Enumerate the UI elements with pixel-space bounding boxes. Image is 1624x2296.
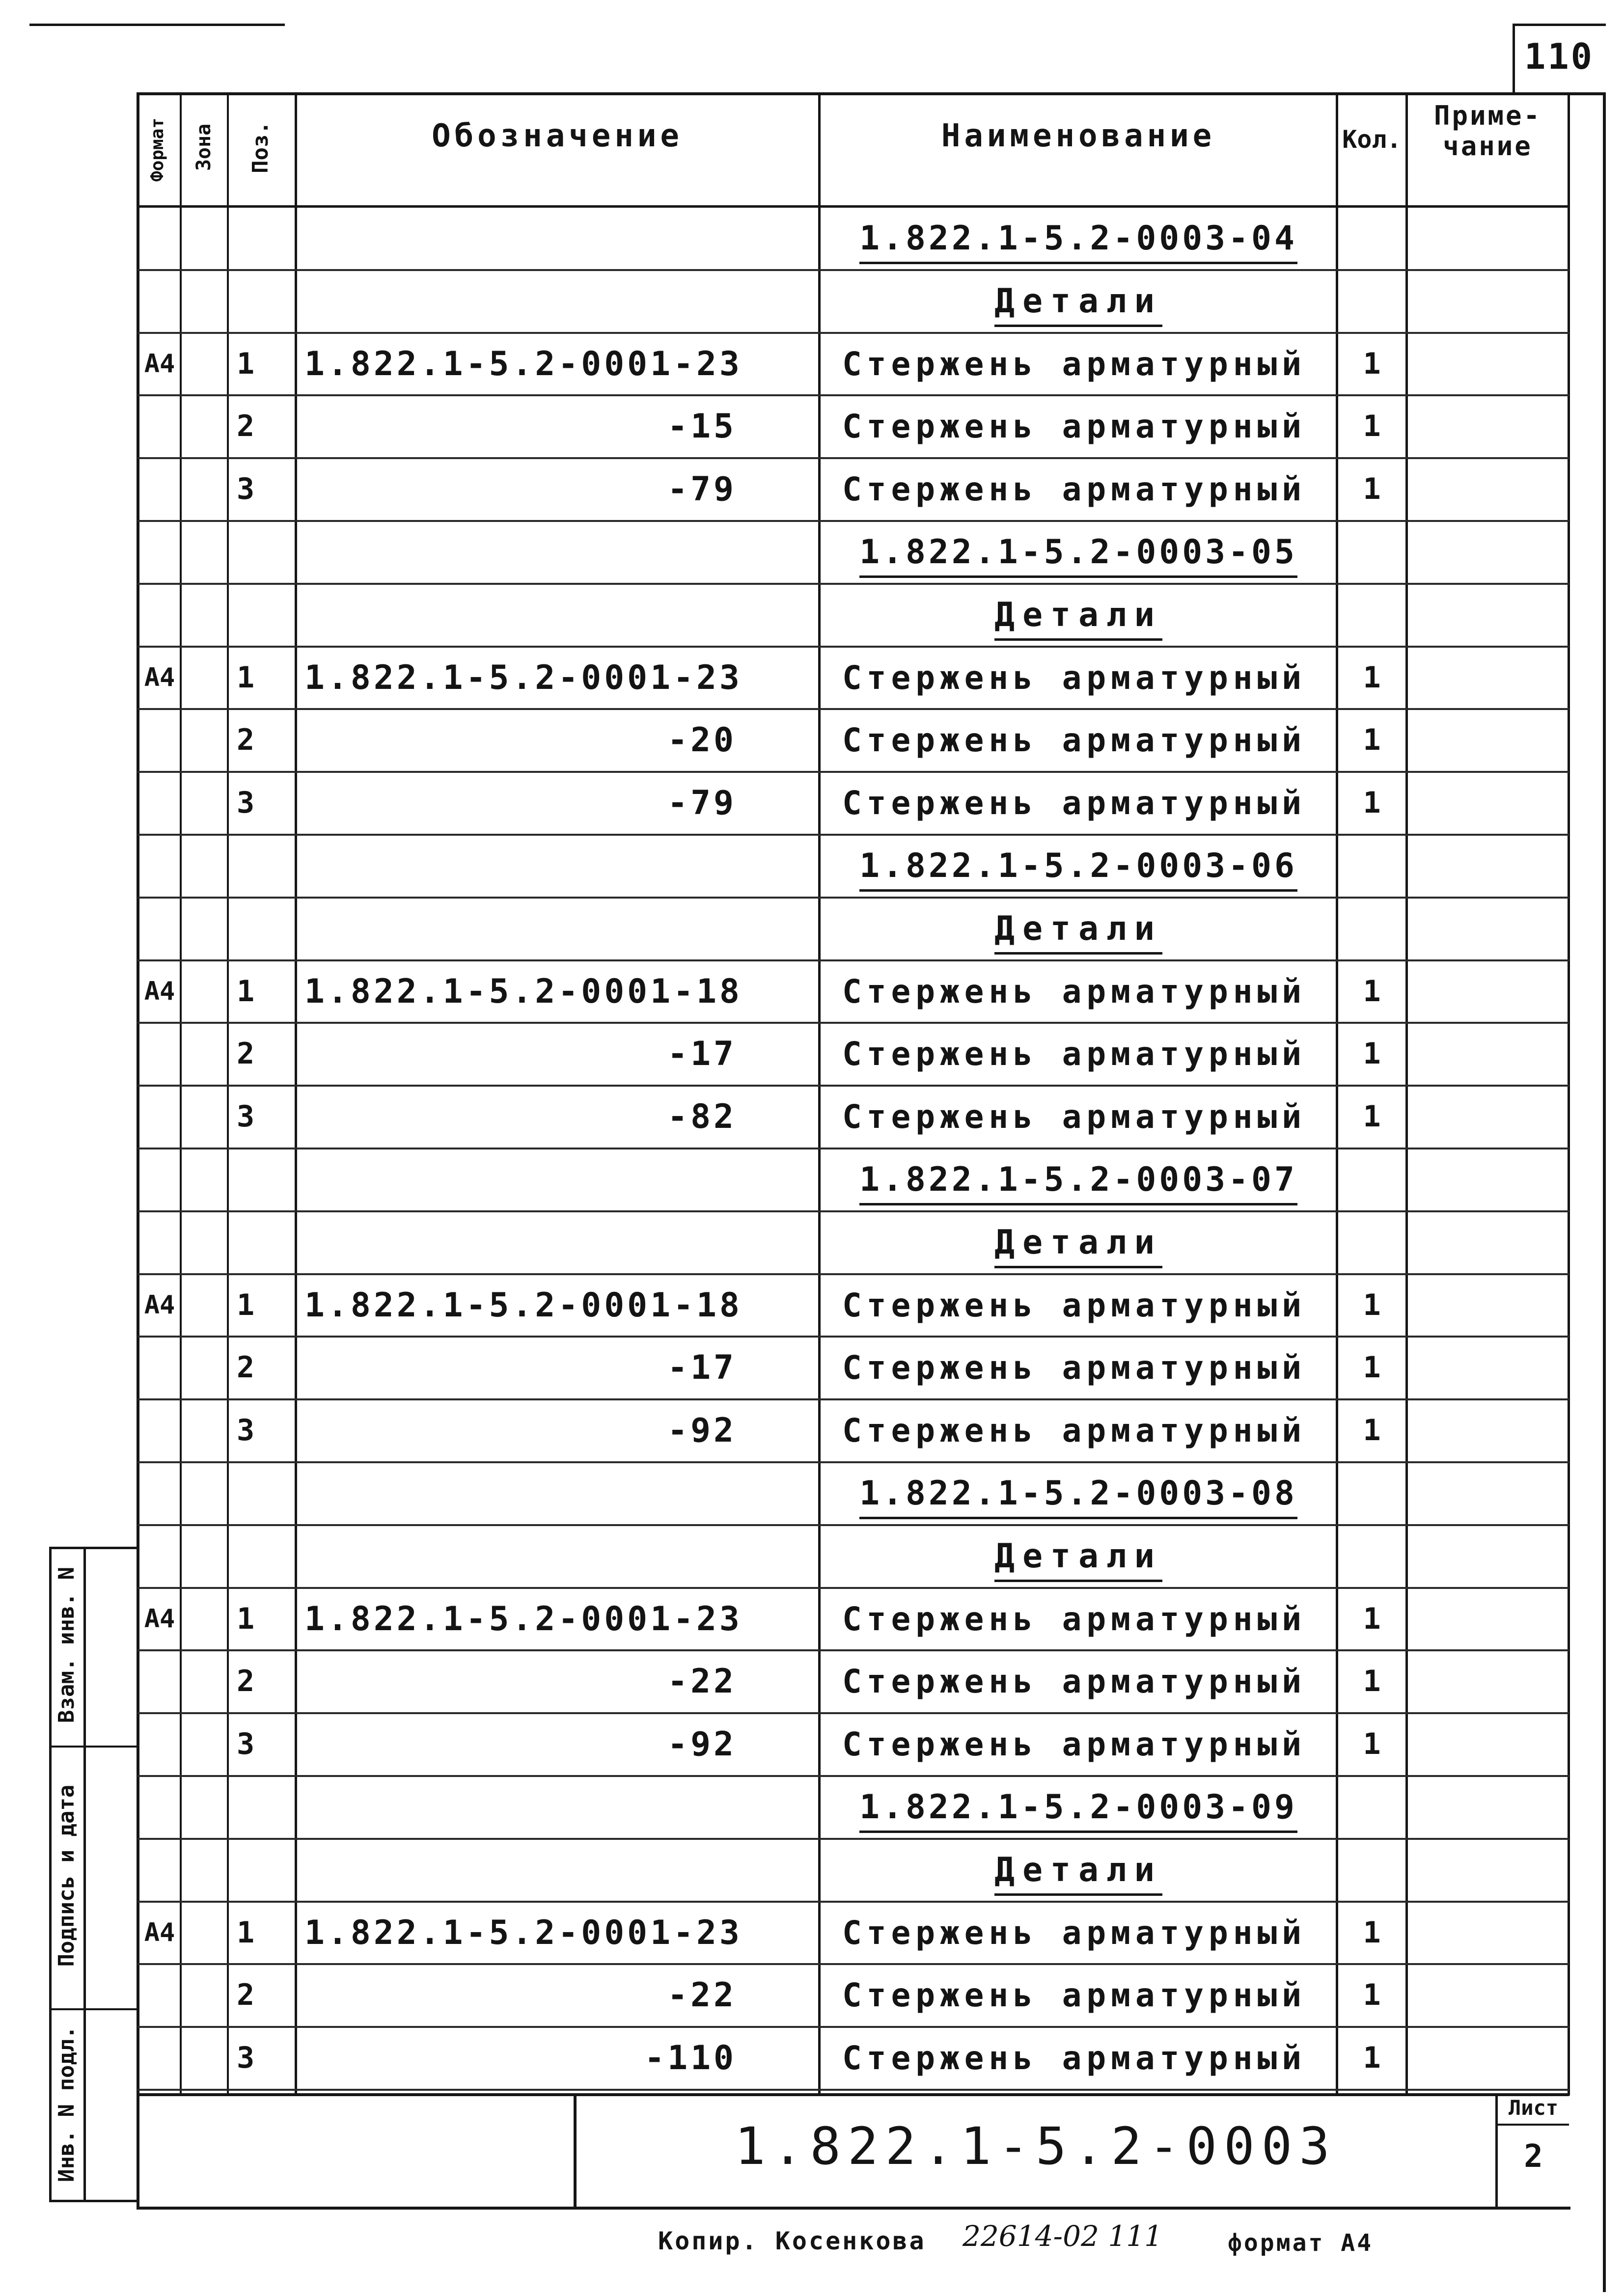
frame-top — [138, 92, 1606, 95]
col-line-pos — [295, 92, 297, 2093]
designation-cell: -20 — [667, 721, 737, 760]
designation-cell — [304, 270, 737, 332]
designation-cell — [304, 1776, 737, 1838]
sheet-label: Лист — [1508, 2096, 1559, 2120]
position-cell: 2 — [236, 1664, 255, 1698]
section-title-text: Детали — [994, 1537, 1162, 1582]
position-cell: 3 — [236, 786, 255, 820]
format-cell: А4 — [144, 663, 175, 692]
position-cell — [231, 835, 260, 897]
title-block-top — [138, 2093, 1569, 2096]
section-title-text: Детали — [994, 282, 1162, 327]
quantity-cell — [1338, 270, 1405, 332]
format-cell — [139, 395, 180, 458]
format-cell — [139, 1462, 180, 1525]
sheet-number: 2 — [1524, 2138, 1543, 2175]
format-cell — [139, 1211, 180, 1274]
format-cell — [139, 1086, 180, 1148]
designation-cell — [304, 898, 737, 960]
designation-cell: -22 — [667, 1976, 737, 2015]
position-cell — [231, 1148, 260, 1211]
quantity-cell — [1338, 1211, 1405, 1274]
format-cell: А4 — [144, 977, 175, 1006]
position-cell: 3 — [236, 1099, 255, 1134]
header-name: Наименование — [941, 118, 1216, 154]
format-cell — [139, 772, 180, 834]
stamp-mid-line — [83, 1547, 86, 2202]
quantity-cell: 1 — [1363, 974, 1381, 1009]
position-cell: 3 — [236, 2041, 255, 2075]
footer-handwritten-number: 22614-02 111 — [963, 2219, 1163, 2253]
quantity-cell: 1 — [1363, 1037, 1381, 1071]
designation-cell: -92 — [667, 1725, 737, 1764]
section-title — [821, 898, 1336, 960]
name-cell: Стержень арматурный — [842, 470, 1306, 508]
designation-cell — [304, 1839, 737, 1901]
stamp-left-line — [49, 1547, 52, 2202]
quantity-cell: 1 — [1363, 472, 1381, 506]
assembly-designation-text: 1.822.1-5.2-0003-04 — [859, 219, 1297, 264]
format-cell: А4 — [144, 1918, 175, 1947]
quantity-cell — [1338, 584, 1405, 646]
stamp-sep-1 — [49, 1746, 138, 1748]
position-cell: 2 — [236, 409, 255, 443]
position-cell — [231, 1525, 260, 1587]
col-line-format — [180, 92, 182, 2093]
quantity-cell — [1338, 207, 1405, 270]
assembly-designation — [821, 1462, 1336, 1525]
position-cell — [231, 898, 260, 960]
format-cell — [139, 1023, 180, 1085]
position-cell: 1 — [236, 347, 255, 381]
format-cell — [139, 1399, 180, 1462]
stamp-signature-date: Подпись и дата — [54, 1784, 79, 1967]
col-line-zone — [227, 92, 229, 2093]
section-title — [821, 270, 1336, 332]
stamp-original-inv: Инв. N подл. — [54, 2026, 79, 2182]
section-title-text: Детали — [994, 1223, 1162, 1268]
quantity-cell: 1 — [1363, 1602, 1381, 1636]
format-cell: А4 — [144, 1604, 175, 1634]
quantity-cell: 1 — [1363, 409, 1381, 443]
section-title — [821, 1211, 1336, 1274]
format-cell — [139, 1839, 180, 1901]
designation-cell: 1.822.1-5.2-0001-23 — [304, 1913, 743, 1952]
assembly-designation-text: 1.822.1-5.2-0003-09 — [859, 1788, 1297, 1833]
format-cell — [139, 2027, 180, 2089]
quantity-cell — [1338, 1525, 1405, 1587]
designation-cell — [304, 584, 737, 646]
designation-cell — [304, 1525, 737, 1587]
position-cell: 3 — [236, 472, 255, 506]
footer-format: формат А4 — [1228, 2229, 1374, 2257]
assembly-designation-text: 1.822.1-5.2-0003-06 — [859, 847, 1297, 892]
position-cell: 3 — [236, 1727, 255, 1761]
header-designation: Обозначение — [432, 118, 683, 154]
designation-cell: -110 — [644, 2039, 737, 2077]
designation-cell: -79 — [667, 470, 737, 509]
name-cell: Стержень арматурный — [842, 1725, 1306, 1763]
position-cell: 2 — [236, 1978, 255, 2012]
name-cell: Стержень арматурный — [842, 1976, 1306, 2014]
name-cell: Стержень арматурный — [842, 1663, 1306, 1700]
format-cell — [139, 521, 180, 583]
position-cell — [231, 1462, 260, 1525]
position-cell — [231, 1776, 260, 1838]
format-cell — [139, 1148, 180, 1211]
position-cell — [231, 270, 260, 332]
designation-cell: 1.822.1-5.2-0001-18 — [304, 1286, 743, 1325]
format-cell — [139, 207, 180, 270]
header-pos: Поз. — [248, 121, 273, 173]
header-note: Приме- чание — [1433, 100, 1542, 162]
name-cell: Стержень арматурный — [842, 1286, 1306, 1324]
quantity-cell: 1 — [1363, 660, 1381, 695]
position-cell — [231, 1211, 260, 1274]
quantity-cell — [1338, 1776, 1405, 1838]
document-code: 1.822.1-5.2-0003 — [735, 2116, 1337, 2176]
position-cell: 3 — [236, 1413, 255, 1448]
assembly-designation — [821, 207, 1336, 270]
designation-cell: 1.822.1-5.2-0001-18 — [304, 972, 743, 1011]
name-cell: Стержень арматурный — [842, 2039, 1306, 2077]
position-cell — [231, 207, 260, 270]
name-cell: Стержень арматурный — [842, 1600, 1306, 1638]
name-cell: Стержень арматурный — [842, 1035, 1306, 1073]
designation-cell — [304, 1148, 737, 1211]
name-cell: Стержень арматурный — [842, 659, 1306, 697]
top-edge-line — [29, 24, 285, 26]
designation-cell: 1.822.1-5.2-0001-23 — [304, 658, 743, 697]
quantity-cell: 1 — [1363, 1978, 1381, 2012]
position-cell: 2 — [236, 1350, 255, 1385]
col-line-qty — [1405, 92, 1408, 2093]
position-cell: 1 — [236, 1602, 255, 1636]
name-cell: Стержень арматурный — [842, 408, 1306, 445]
format-cell — [139, 1525, 180, 1587]
format-cell — [139, 1713, 180, 1776]
header-format: Формат — [147, 117, 167, 182]
designation-cell — [304, 207, 737, 270]
name-cell: Стержень арматурный — [842, 1098, 1306, 1136]
assembly-designation-text: 1.822.1-5.2-0003-05 — [859, 533, 1297, 578]
quantity-cell — [1338, 898, 1405, 960]
section-title-text: Детали — [994, 596, 1162, 641]
designation-cell: -79 — [667, 784, 737, 822]
name-cell: Стержень арматурный — [842, 1914, 1306, 1952]
sheet-cell-sep — [1495, 2124, 1569, 2126]
format-cell — [139, 835, 180, 897]
quantity-cell: 1 — [1363, 1727, 1381, 1761]
assembly-designation — [821, 835, 1336, 897]
format-cell — [139, 898, 180, 960]
frame-right — [1603, 92, 1606, 2292]
assembly-designation — [821, 1776, 1336, 1838]
stamp-bottom-line — [49, 2200, 138, 2202]
section-title-text: Детали — [994, 909, 1162, 955]
section-title — [821, 1525, 1336, 1587]
position-cell: 2 — [236, 1037, 255, 1071]
quantity-cell — [1338, 1148, 1405, 1211]
sheet-box-top — [1513, 24, 1606, 26]
format-cell: А4 — [144, 1290, 175, 1320]
section-title — [821, 1839, 1336, 1901]
quantity-cell — [1338, 1839, 1405, 1901]
designation-cell — [304, 1211, 737, 1274]
position-cell — [231, 521, 260, 583]
position-cell — [231, 1839, 260, 1901]
name-cell: Стержень арматурный — [842, 1349, 1306, 1387]
section-title-text: Детали — [994, 1851, 1162, 1896]
header-zone: Зона — [193, 123, 215, 171]
format-cell — [139, 1337, 180, 1399]
quantity-cell — [1338, 835, 1405, 897]
position-cell: 1 — [236, 974, 255, 1009]
assembly-designation-text: 1.822.1-5.2-0003-07 — [859, 1160, 1297, 1205]
position-cell: 1 — [236, 660, 255, 695]
stamp-replaced-inv: Взам. инв. N — [54, 1567, 79, 1723]
quantity-cell: 1 — [1363, 1350, 1381, 1385]
header-qty: Кол. — [1342, 125, 1402, 154]
designation-cell: -17 — [667, 1348, 737, 1387]
name-cell: Стержень арматурный — [842, 345, 1306, 383]
quantity-cell: 1 — [1363, 347, 1381, 381]
name-cell: Стержень арматурный — [842, 721, 1306, 759]
assembly-designation — [821, 521, 1336, 583]
frame-bottom — [137, 2207, 1570, 2210]
designation-cell: 1.822.1-5.2-0001-23 — [304, 345, 743, 383]
position-cell: 2 — [236, 723, 255, 757]
designation-cell — [304, 835, 737, 897]
designation-cell: -17 — [667, 1035, 737, 1073]
format-cell — [139, 709, 180, 771]
format-cell — [139, 1776, 180, 1838]
quantity-cell — [1338, 521, 1405, 583]
designation-cell: -92 — [667, 1411, 737, 1450]
designation-cell — [304, 1462, 737, 1525]
quantity-cell: 1 — [1363, 723, 1381, 757]
stamp-top-line — [49, 1547, 138, 1549]
top-sheet-number: 110 — [1524, 36, 1595, 77]
quantity-cell: 1 — [1363, 1099, 1381, 1134]
sheet-box-left — [1513, 24, 1515, 92]
quantity-cell: 1 — [1363, 1915, 1381, 1950]
inner-right-line — [1568, 92, 1570, 2096]
assembly-designation — [821, 1148, 1336, 1211]
designation-cell: 1.822.1-5.2-0001-23 — [304, 1600, 743, 1639]
format-cell — [139, 270, 180, 332]
quantity-cell — [1338, 1462, 1405, 1525]
designation-cell: -82 — [667, 1097, 737, 1136]
name-cell: Стержень арматурный — [842, 973, 1306, 1011]
format-cell — [139, 1650, 180, 1713]
assembly-designation-text: 1.822.1-5.2-0003-08 — [859, 1474, 1297, 1519]
section-title — [821, 584, 1336, 646]
quantity-cell: 1 — [1363, 2041, 1381, 2075]
quantity-cell: 1 — [1363, 1288, 1381, 1322]
position-cell: 1 — [236, 1288, 255, 1322]
format-cell — [139, 458, 180, 520]
designation-cell: -15 — [667, 407, 737, 446]
format-cell — [139, 1964, 180, 2026]
quantity-cell: 1 — [1363, 1664, 1381, 1698]
designation-cell — [304, 521, 737, 583]
stamp-sep-2 — [49, 2008, 138, 2010]
name-cell: Стержень арматурный — [842, 784, 1306, 822]
quantity-cell: 1 — [1363, 1413, 1381, 1448]
name-cell: Стержень арматурный — [842, 1412, 1306, 1449]
designation-cell: -22 — [667, 1662, 737, 1701]
footer-copied-by: Копир. Косенкова — [658, 2227, 926, 2255]
format-cell: А4 — [144, 349, 175, 379]
position-cell: 1 — [236, 1915, 255, 1950]
format-cell — [139, 584, 180, 646]
position-cell — [231, 584, 260, 646]
quantity-cell: 1 — [1363, 786, 1381, 820]
